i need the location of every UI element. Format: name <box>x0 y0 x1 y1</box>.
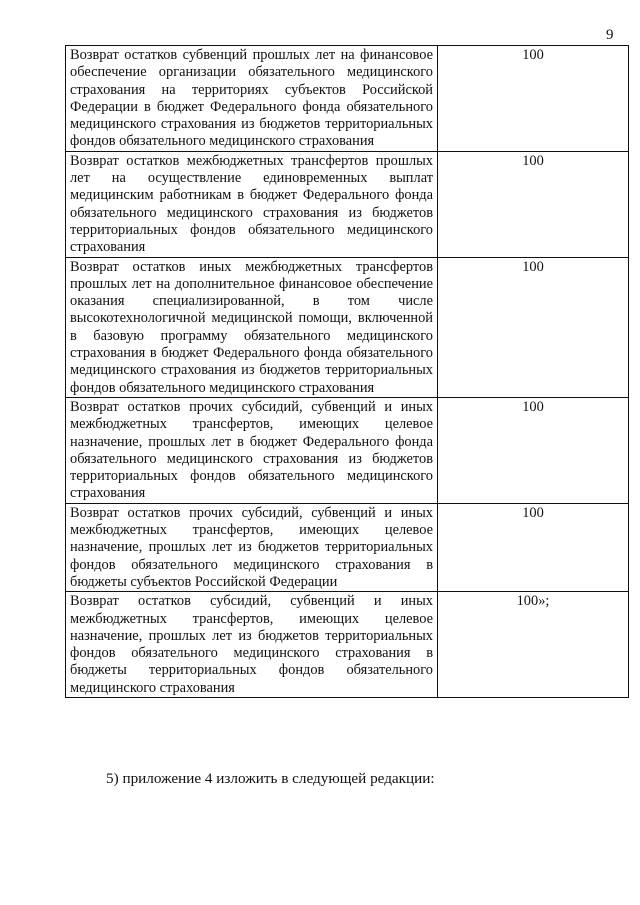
row-value: 100 <box>438 151 629 257</box>
row-description: Возврат остатков субвенций прошлых лет на финансовое обеспечение организации обязательного медицинского страхования на территориях субъектов Российской Федерации в бюджет Федерального фонда обязательного медицинского страхования из бюджетов территориальных фондов обязательного медицинского страхования <box>66 46 438 152</box>
row-value: 100 <box>438 503 629 591</box>
row-value: 100 <box>438 257 629 397</box>
row-value: 100 <box>438 46 629 152</box>
revenue-table <box>65 45 629 698</box>
table-row <box>66 592 629 698</box>
row-description: Возврат остатков прочих субсидий, субвенций и иных межбюджетных трансфертов, имеющих целевое назначение, прошлых лет из бюджетов территориальных фондов обязательного медицинского страхования в бюджеты субъектов Российской Федерации <box>66 503 438 591</box>
row-description: Возврат остатков субсидий, субвенций и иных межбюджетных трансфертов, имеющих целевое назначение, прошлых лет из бюджетов территориальных фондов обязательного медицинского страхования в бюджеты территориальных фондов обязательного медицинского страхования <box>66 592 438 698</box>
row-value: 100 <box>438 397 629 503</box>
table-row <box>66 257 629 397</box>
table-row <box>66 46 629 152</box>
row-description: Возврат остатков межбюджетных трансфертов прошлых лет на осуществление единовременных выплат медицинским работникам в бюджет Федерального фонда обязательного медицинского страхования из бюджетов территориальных фондов обязательного медицинского страхования <box>66 151 438 257</box>
row-description: Возврат остатков прочих субсидий, субвенций и иных межбюджетных трансфертов, имеющих целевое назначение, прошлых лет в бюджет Федерального фонда обязательного медицинского страхования из бюджетов территориальных фондов обязательного медицинского страхования <box>66 397 438 503</box>
table-row <box>66 503 629 591</box>
table-row <box>66 397 629 503</box>
row-value: 100»; <box>438 592 629 698</box>
page-number: 9 <box>606 27 614 43</box>
row-description: Возврат остатков иных межбюджетных трансфертов прошлых лет на дополнительное финансовое обеспечение оказания специализированной, в том числе высокотехнологичной медицинской помощи, включенной в базовую программу обязательного медицинского страхования в бюджет Федерального фонда обязательного медицинского страхования из бюджетов территориальных фондов обязательного медицинского страхования <box>66 257 438 397</box>
table-row <box>66 151 629 257</box>
amendment-item: 5) приложение 4 изложить в следующей редакции: <box>106 770 435 787</box>
